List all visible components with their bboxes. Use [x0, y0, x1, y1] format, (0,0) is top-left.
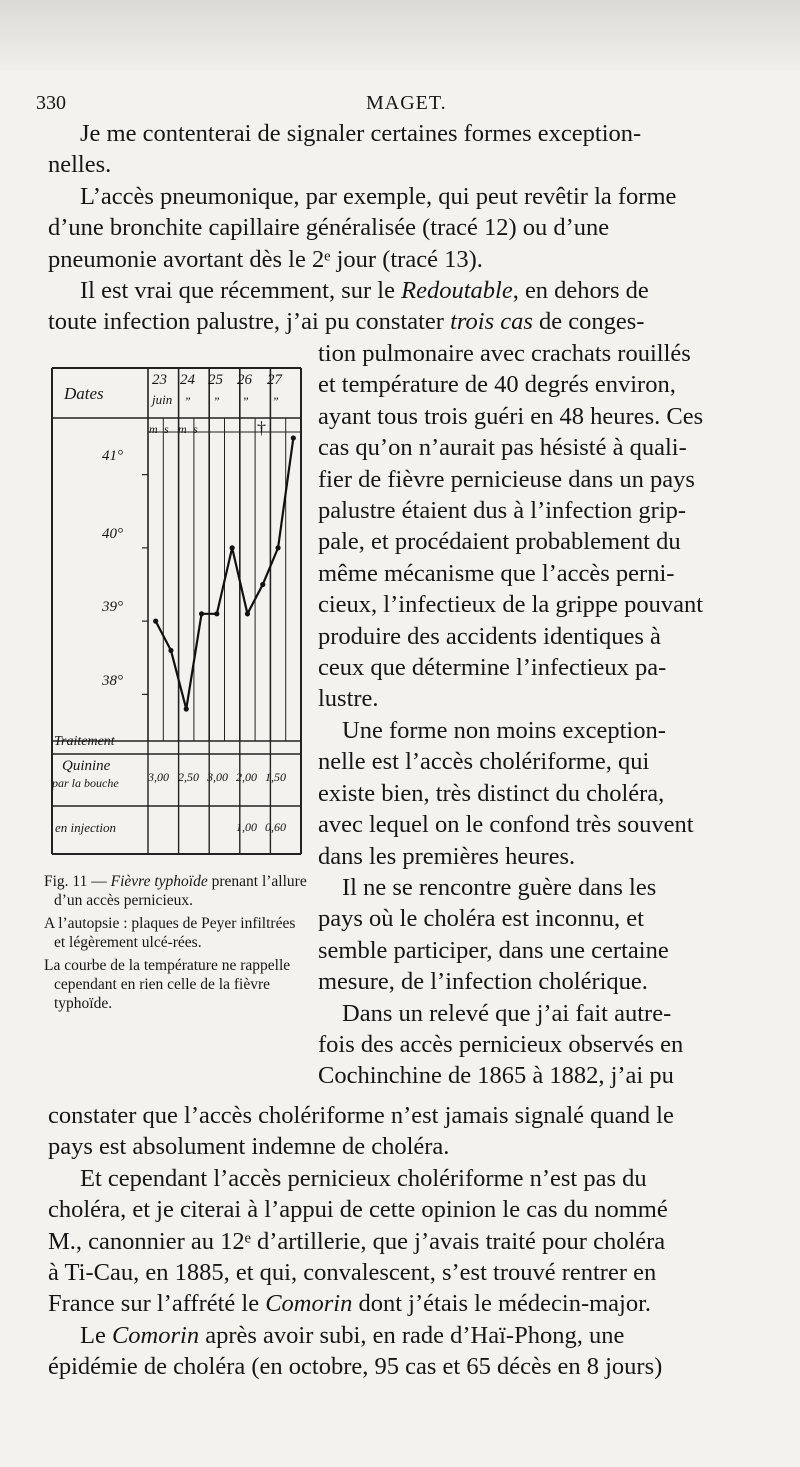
text-line: fier de fièvre pernicieuse dans un pays	[318, 465, 695, 493]
month-label: ”	[242, 394, 249, 408]
day-label: 24	[180, 372, 195, 388]
text-line: L’accès pneumonique, par exemple, qui peut revêtir la forme	[80, 182, 677, 210]
temp-tick-label: 39°	[102, 599, 123, 615]
day-label: 26	[237, 372, 252, 388]
text-line: cas qu’on n’aurait pas hésisté à quali-	[318, 434, 687, 462]
text-line: Il ne se rencontre guère dans les	[342, 873, 657, 901]
treatment-label: Traitement	[54, 734, 115, 749]
temp-tick-label: 40°	[102, 526, 123, 542]
month-label: ”	[184, 394, 191, 408]
temperature-point	[214, 611, 219, 616]
text-line: existe bien, très distinct du choléra,	[318, 779, 665, 807]
figure-title: Fièvre typhoïde	[110, 873, 208, 890]
dose-value: 1,00	[236, 820, 257, 834]
evening-label: s	[164, 422, 169, 436]
caption-line	[44, 872, 308, 910]
quinine-label: Quinine	[62, 758, 111, 774]
emphasis: trois cas	[450, 308, 533, 336]
text-line: avec lequel on le confond très souvent	[318, 811, 694, 839]
text-line: Et cependant l’accès pernicieux cholériforme n’est pas du	[80, 1164, 647, 1192]
text-line	[48, 306, 750, 337]
day-label: 23	[152, 372, 167, 388]
temperature-point	[260, 582, 265, 587]
text-line	[48, 1320, 750, 1351]
figure-caption	[44, 872, 308, 1017]
text-span: Il est vrai que récemment, sur le	[80, 277, 402, 305]
quinine-route-label: par la bouche	[52, 776, 119, 790]
scan-top-band	[0, 0, 800, 70]
text-line: tion pulmonaire avec crachats rouillés	[318, 340, 691, 367]
day-label: 27	[267, 372, 282, 388]
text-span: dont j’étais le médecin-major.	[352, 1290, 652, 1318]
page-number: 330	[36, 92, 66, 114]
caption-text: prenant l’allure d’un accès pernicieux.	[54, 873, 307, 909]
text-span: de conges-	[532, 308, 645, 336]
text-line: pale, et procédaient probablement du	[318, 528, 681, 556]
text-line: fois des accès pernicieux observés en	[318, 1030, 684, 1058]
text-line: constater que l’accès cholériforme n’est jamais signalé quand le	[48, 1102, 674, 1129]
text-line: et température de 40 degrés environ,	[318, 371, 676, 399]
dose-value: 1,50	[265, 770, 286, 784]
text-line: ayant tous trois guéri en 48 heures. Ces	[318, 402, 704, 430]
text-line: mesure, de l’infection cholérique.	[318, 968, 648, 996]
temperature-point	[230, 545, 235, 550]
text-line: nelles.	[48, 151, 112, 179]
temperature-point	[275, 545, 280, 550]
text-line: M., canonnier au 12ᵉ d’artillerie, que j’avais traité pour choléra	[48, 1227, 666, 1255]
text-line: à Ti-Cau, en 1885, et qui, convalescent, s’est trouvé rentrer en	[48, 1259, 657, 1287]
text-line: pneumonie avortant dès le 2ᵉ jour (tracé 13).	[48, 245, 483, 273]
temperature-point	[245, 611, 250, 616]
ship-name: Redoutable	[401, 277, 513, 305]
death-cross-icon: †	[257, 418, 266, 438]
text-line: palustre étaient dus à l’infection grip-	[318, 497, 687, 525]
ship-name: Comorin	[111, 1321, 200, 1349]
dose-value: 3,00	[148, 770, 169, 784]
paragraph-closing	[48, 1100, 750, 1383]
text-line: ceux que détermine l’infectieux pa-	[318, 654, 667, 682]
text-line: dans les premières heures.	[318, 842, 576, 870]
caption-line: A l’autopsie : plaques de Peyer infiltrées et légèrement ulcé-rées.	[44, 915, 296, 951]
evening-label: s	[193, 422, 198, 436]
temperature-chart-figure	[50, 366, 305, 856]
text-line: Dans un relevé que j’ai fait autre-	[342, 999, 672, 1027]
text-line: produire des accidents identiques à	[318, 622, 661, 650]
text-line: Je me contenterai de signaler certaines formes exception-	[80, 120, 642, 147]
text-line: d’une bronchite capillaire généralisée (tracé 12) ou d’une	[48, 214, 610, 242]
text-line	[48, 275, 750, 306]
temp-tick-label: 38°	[102, 673, 123, 689]
dose-value: 0,60	[265, 820, 286, 834]
morning-label: m	[149, 422, 158, 436]
temp-tick-label: 41°	[102, 448, 123, 464]
dose-value: 2,50	[178, 770, 199, 784]
dose-value: 2,00	[236, 770, 257, 784]
temperature-point	[184, 706, 189, 711]
temperature-point	[168, 648, 173, 653]
caption-line: La courbe de la température ne rappelle cependant en rien celle de la fièvre typhoïde.	[44, 957, 291, 1012]
text-span: toute infection palustre, j’ai pu constater	[48, 308, 451, 336]
text-span: après avoir subi, en rade d’Haï-Phong, une	[199, 1321, 625, 1349]
text-line: pays où le choléra est inconnu, et	[318, 905, 644, 933]
temperature-point	[153, 619, 158, 624]
figure-number: Fig. 11 —	[44, 873, 111, 890]
running-head: MAGET.	[366, 92, 447, 114]
temperature-point	[291, 435, 296, 440]
text-line	[48, 1288, 750, 1319]
month-label: ”	[272, 394, 279, 408]
ship-name: Comorin	[265, 1290, 353, 1318]
paragraph-wrapped-column	[318, 338, 750, 1092]
text-line: pays est absolument indemne de choléra.	[48, 1133, 450, 1161]
text-span: Le	[80, 1321, 112, 1349]
text-line: lustre.	[318, 685, 379, 713]
injection-label: en injection	[55, 820, 117, 835]
temperature-point	[199, 611, 204, 616]
text-line: Cochinchine de 1865 à 1882, j’ai pu	[318, 1062, 674, 1090]
paragraph-intro	[48, 118, 750, 338]
text-line: nelle est l’accès cholériforme, qui	[318, 748, 650, 776]
month-label: juin	[152, 392, 173, 407]
morning-label: m	[178, 422, 187, 436]
dose-value: 3,00	[207, 770, 228, 784]
text-line: Une forme non moins exception-	[342, 716, 666, 744]
text-span: France sur l’affrété le	[48, 1290, 266, 1318]
text-line: même mécanisme que l’accès perni-	[318, 559, 675, 587]
text-line: choléra, et je citerai à l’appui de cette opinion le cas du nommé	[48, 1196, 668, 1224]
dates-label: Dates	[64, 384, 104, 403]
text-line: semble participer, dans une certaine	[318, 936, 669, 964]
text-line: épidémie de choléra (en octobre, 95 cas et 65 décès en 8 jours)	[48, 1353, 663, 1381]
day-label: 25	[208, 372, 223, 388]
text-span: , en dehors de	[512, 277, 649, 305]
text-line: cieux, l’infectieux de la grippe pouvant	[318, 591, 704, 619]
month-label: ”	[213, 394, 220, 408]
